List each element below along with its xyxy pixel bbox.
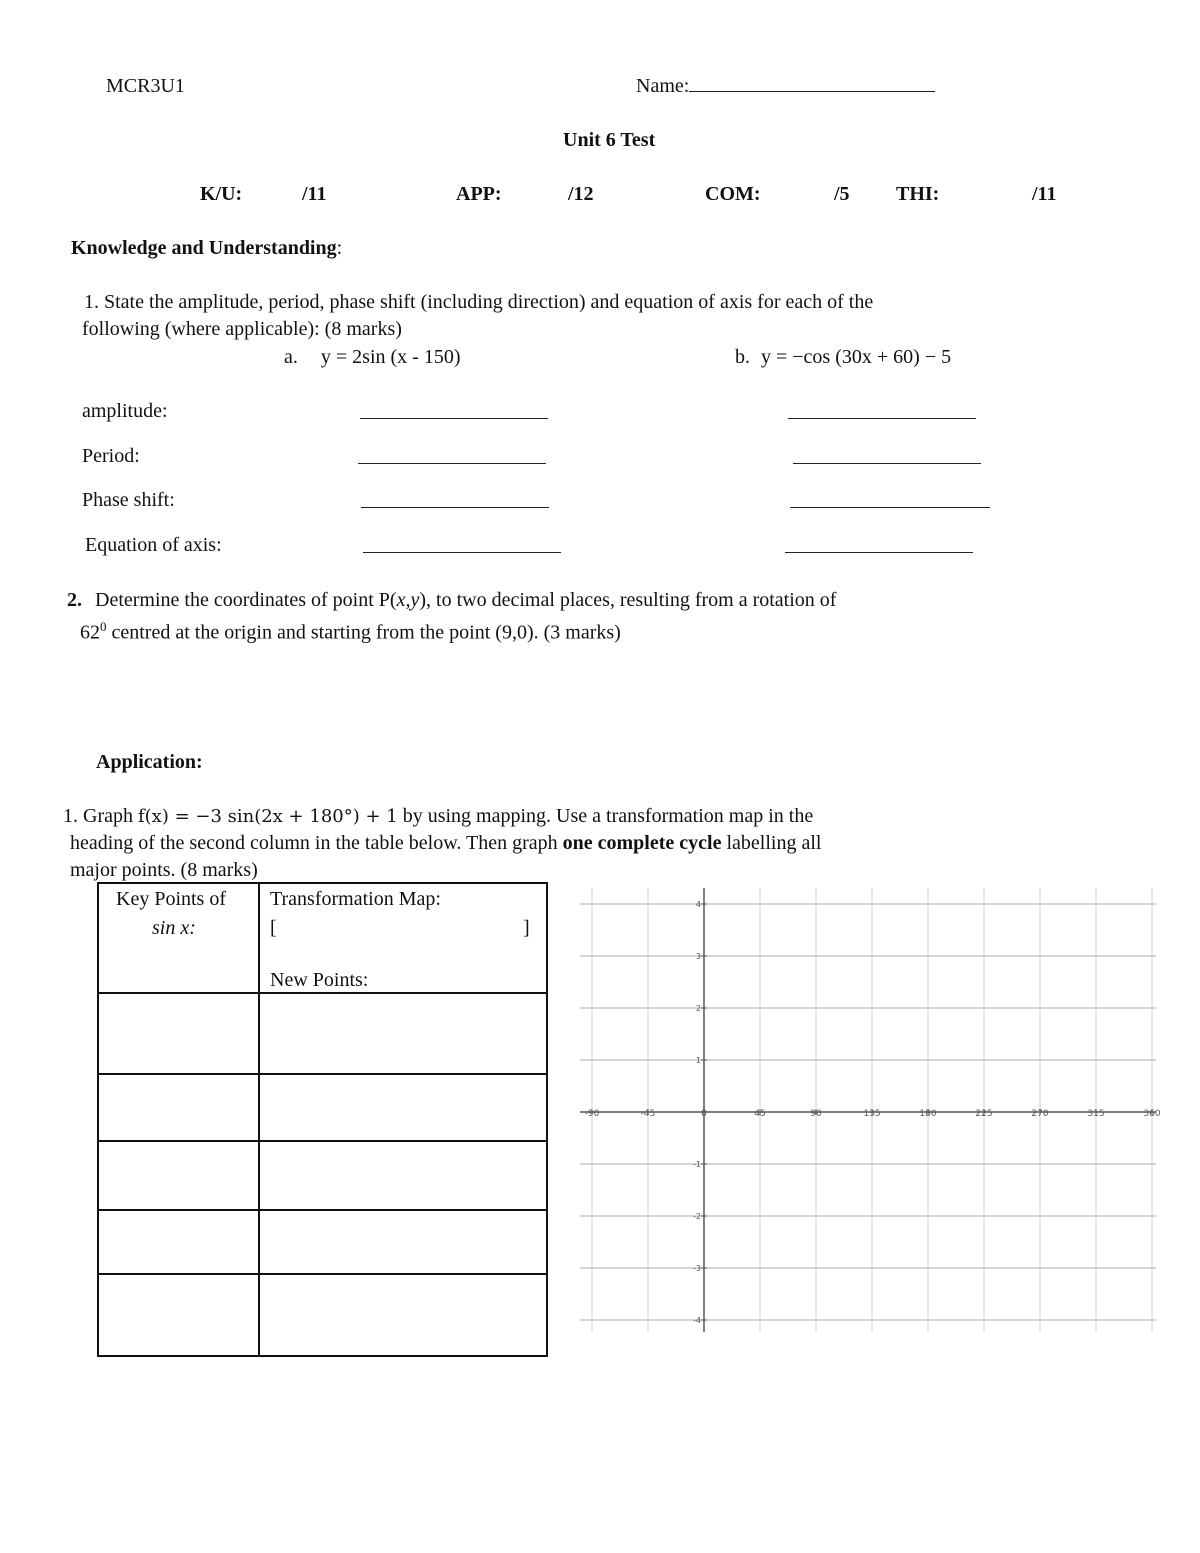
ku-q2-line2 bbox=[80, 615, 621, 645]
ku-q1-line1: 1. State the amplitude, period, phase shift (including direction) and equation of axis for each of the bbox=[84, 291, 874, 313]
amplitude-answer-a[interactable] bbox=[360, 402, 548, 419]
y-tick-label: 2 bbox=[695, 1004, 701, 1013]
table-cell-new-point-5[interactable] bbox=[260, 1275, 546, 1355]
y-tick-label: -4 bbox=[693, 1316, 701, 1325]
score-thi-total: /11 bbox=[1032, 183, 1057, 205]
score-app-total: /12 bbox=[568, 183, 594, 205]
app-q1-line2-bold: one complete cycle bbox=[562, 832, 722, 854]
app-q1-line2 bbox=[70, 831, 821, 855]
name-blank[interactable] bbox=[689, 75, 935, 92]
x-tick-label: 135 bbox=[863, 1109, 881, 1119]
y-tick-label: 4 bbox=[695, 900, 701, 909]
col2-header-line1: Transformation Map: bbox=[270, 888, 441, 910]
y-tick-label: -3 bbox=[693, 1264, 701, 1273]
course-code: MCR3U1 bbox=[106, 75, 185, 97]
app-q1-line1 bbox=[63, 804, 813, 829]
x-tick-label: 270 bbox=[1031, 1109, 1049, 1119]
row-period-label: Period: bbox=[82, 445, 140, 467]
app-q1-suffix: by using mapping. Use a transformation map in the bbox=[397, 805, 814, 827]
period-answer-a[interactable] bbox=[358, 447, 546, 464]
name-label: Name: bbox=[636, 75, 690, 97]
table-cell-key-point-2[interactable] bbox=[99, 1075, 257, 1139]
table-cell-key-point-4[interactable] bbox=[99, 1211, 257, 1272]
ku-q1-line2: following (where applicable): (8 marks) bbox=[82, 318, 402, 340]
graph-grid[interactable] bbox=[578, 886, 1161, 1338]
x-tick-label: 180 bbox=[919, 1109, 937, 1119]
x-tick-label: 225 bbox=[975, 1109, 993, 1119]
col2-bracket-close: ] bbox=[523, 917, 530, 939]
ku-heading-text: Knowledge and Understanding bbox=[71, 237, 337, 259]
ku-q2-line1 bbox=[67, 588, 836, 612]
col2-header-line3: New Points: bbox=[270, 969, 369, 991]
table-cell-new-point-1[interactable] bbox=[260, 994, 546, 1072]
score-com-total: /5 bbox=[834, 183, 850, 205]
row-phase-shift-label: Phase shift: bbox=[82, 489, 175, 511]
score-app-label: APP: bbox=[456, 183, 502, 205]
app-q1-line2-end: labelling all bbox=[721, 832, 822, 854]
y-tick-label: 3 bbox=[695, 952, 701, 961]
axis-answer-b[interactable] bbox=[785, 536, 973, 553]
ku-q1-part-b bbox=[735, 345, 951, 369]
q2-degree: 62 bbox=[80, 621, 100, 644]
q2-number: 2. bbox=[67, 589, 82, 611]
x-tick-label: 45 bbox=[754, 1109, 766, 1119]
part-b-label: b. bbox=[735, 346, 750, 368]
x-tick-label: -90 bbox=[584, 1109, 600, 1119]
row-amplitude-label: amplitude: bbox=[82, 400, 168, 422]
q2-text-rest: centred at the origin and starting from the point (9,0). (3 marks) bbox=[106, 621, 621, 644]
app-q1-function: f(x) = −3 sin(2x + 180°) + 1 bbox=[137, 806, 398, 827]
part-a-equation: y = 2sin (x - 150) bbox=[320, 346, 461, 368]
y-tick-label: -1 bbox=[693, 1160, 701, 1169]
period-answer-b[interactable] bbox=[793, 447, 981, 464]
score-ku-total: /11 bbox=[302, 183, 327, 205]
table-cell-key-point-3[interactable] bbox=[99, 1142, 257, 1208]
x-tick-label: 315 bbox=[1087, 1109, 1105, 1119]
mapping-table bbox=[97, 882, 548, 1357]
amplitude-answer-b[interactable] bbox=[788, 402, 976, 419]
ku-q1-part-a bbox=[284, 345, 461, 369]
col1-header-line1: Key Points of bbox=[116, 888, 226, 910]
app-heading: Application: bbox=[96, 751, 203, 773]
ku-heading-colon: : bbox=[336, 237, 343, 259]
part-b-equation: y = −cos (30x + 60) − 5 bbox=[761, 346, 952, 368]
score-ku-label: K/U: bbox=[200, 183, 243, 205]
app-q1-line3: major points. (8 marks) bbox=[70, 859, 258, 881]
ku-heading bbox=[71, 236, 342, 260]
y-tick-label: -2 bbox=[693, 1212, 701, 1221]
phase-shift-answer-a[interactable] bbox=[361, 491, 549, 508]
score-com-label: COM: bbox=[705, 183, 761, 205]
col1-header-line2: sin x: bbox=[152, 917, 196, 939]
part-a-label: a. bbox=[284, 346, 298, 368]
q2-degree-sup: 0 bbox=[100, 619, 107, 634]
app-q1-prefix: 1. Graph bbox=[63, 805, 138, 827]
table-cell-new-point-3[interactable] bbox=[260, 1142, 546, 1208]
table-cell-key-point-1[interactable] bbox=[99, 994, 257, 1072]
y-tick-label: 1 bbox=[695, 1056, 701, 1065]
page-title: Unit 6 Test bbox=[563, 129, 656, 151]
col2-bracket-open: [ bbox=[270, 917, 277, 939]
axis-answer-a[interactable] bbox=[363, 536, 561, 553]
phase-shift-answer-b[interactable] bbox=[790, 491, 990, 508]
table-cell-new-point-4[interactable] bbox=[260, 1211, 546, 1272]
score-thi-label: THI: bbox=[896, 183, 940, 205]
x-tick-label: -45 bbox=[640, 1109, 656, 1119]
x-tick-label: 0 bbox=[701, 1109, 707, 1119]
table-cell-key-point-5[interactable] bbox=[99, 1275, 257, 1355]
name-field[interactable] bbox=[636, 74, 935, 98]
x-tick-label: 360 bbox=[1143, 1109, 1161, 1119]
q2-text-end: ), to two decimal places, resulting from a rotation of bbox=[419, 589, 837, 611]
x-tick-label: 90 bbox=[810, 1109, 822, 1119]
q2-text-start: Determine the coordinates of point P( bbox=[95, 589, 397, 611]
q2-var: x,y bbox=[396, 589, 420, 611]
table-cell-new-point-2[interactable] bbox=[260, 1075, 546, 1139]
row-axis-label: Equation of axis: bbox=[85, 534, 222, 556]
app-q1-line2-start: heading of the second column in the table below. Then graph bbox=[70, 832, 563, 854]
